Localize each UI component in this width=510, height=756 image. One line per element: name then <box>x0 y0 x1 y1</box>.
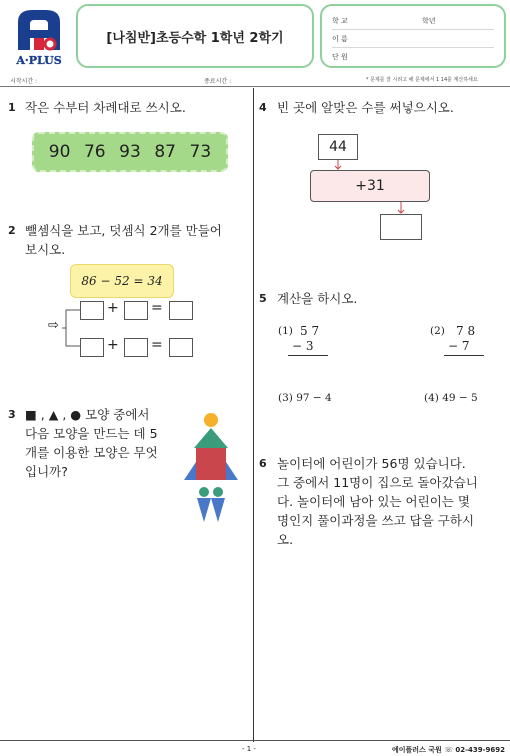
q1-number-strip <box>32 132 228 172</box>
aplus-logo <box>4 4 74 68</box>
q5-number: 5 <box>259 292 267 305</box>
q3-text-line4: 입니까? <box>25 464 68 479</box>
q4-function-machine <box>310 170 430 202</box>
q3-text-line3: 개를 이용한 모양은 무엇 <box>25 445 158 460</box>
q5-p1-line <box>288 355 328 356</box>
q1-number: 1 <box>8 101 16 114</box>
q4-operation: +31 <box>355 178 385 194</box>
student-info-box <box>320 4 506 68</box>
header <box>0 0 510 72</box>
equals-sign: = <box>151 337 163 353</box>
q4-text: 빈 곳에 알맞은 수를 써넣으시오. <box>277 100 454 115</box>
q3-text-line2: 다음 모양을 만드는 데 5 <box>25 426 158 441</box>
unit-row <box>332 48 494 66</box>
q1-number-item: 87 <box>154 142 176 162</box>
unit-label: 단 원 <box>332 53 348 61</box>
school-label: 학 교 <box>332 17 348 25</box>
worksheet-title: [나침반]초등수학 1학년 2학기 <box>106 30 284 46</box>
q3-number: 3 <box>8 408 16 421</box>
q5-p1-top: 5 7 <box>300 324 320 338</box>
equals-sign: = <box>151 300 163 316</box>
column-divider <box>253 88 254 742</box>
q1-text: 작은 수부터 차례대로 쓰시오. <box>25 100 186 115</box>
name-label: 이 름 <box>332 35 348 43</box>
q5-p2-bottom: − 7 <box>448 339 470 353</box>
q4-output-blank[interactable] <box>380 214 422 240</box>
school-row <box>332 12 494 30</box>
answer-blank[interactable] <box>80 338 104 357</box>
q6-text-line2: 그 중에서 11명이 집으로 돌아갔습니 <box>277 475 478 490</box>
q1-number-item: 76 <box>83 142 106 162</box>
q6-text-line3: 다. 놀이터에 남아 있는 어린이는 몇 <box>277 494 470 509</box>
name-row <box>332 30 494 48</box>
shape-figure <box>182 410 240 528</box>
q6-text-line4: 명인지 풀이과정을 쓰고 답을 구하시 <box>277 513 475 528</box>
q5-p2-line <box>444 355 484 356</box>
plus-sign: + <box>107 337 119 353</box>
footer <box>0 740 510 756</box>
svg-text:A·PLUS: A·PLUS <box>16 54 62 67</box>
q5-p4: (4) 49 − 5 <box>424 392 478 404</box>
answer-blank[interactable] <box>124 301 148 320</box>
q2-text-line1: 뺄셈식을 보고, 덧셈식 2개를 만들어 <box>25 223 222 238</box>
q1-number-item: 73 <box>189 142 212 162</box>
q6-text-line5: 오. <box>277 532 294 547</box>
q2-bracket <box>62 308 82 348</box>
q5-p2-top: 7 8 <box>456 324 476 338</box>
q4-input-box <box>318 134 358 160</box>
q6-text-line1: 놀이터에 어린이가 56명 있습니다. <box>277 456 466 471</box>
page-number: - 1 - <box>242 745 256 753</box>
q5-text: 계산을 하시오. <box>277 291 358 306</box>
answer-blank[interactable] <box>80 301 104 320</box>
q5-p3: (3) 97 − 4 <box>278 392 332 404</box>
q2-subtraction-box <box>70 264 174 298</box>
publisher-contact: 에이플러스 국원 ☏ 02-439-9692 <box>392 746 506 754</box>
q2-subtraction-expr: 86 − 52 = 34 <box>81 274 163 288</box>
grade-label: 학년 <box>422 17 436 25</box>
q3-text-line1: ■ , ▲ , ● 모양 중에서 <box>25 407 150 422</box>
q1-number-item: 90 <box>48 142 71 162</box>
plus-sign: + <box>107 300 119 316</box>
time-bar <box>0 73 510 87</box>
arrow-down-icon <box>334 160 342 170</box>
q6-number: 6 <box>259 457 267 470</box>
answer-blank[interactable] <box>124 338 148 357</box>
start-time-label: 시작시간 : <box>10 78 38 85</box>
q5-p1-bottom: − 3 <box>292 339 314 353</box>
answer-blank[interactable] <box>169 338 193 357</box>
q1-number-item: 93 <box>119 142 141 162</box>
instruction-note: * 문제를 잘 시려고 해 문제에서 1 14를 계산하세요 <box>366 77 478 83</box>
q5-p1-label: (1) <box>278 325 293 337</box>
end-time-label: 종료시간 : <box>204 78 232 85</box>
q2-text-line2: 보시오. <box>25 242 66 257</box>
answer-blank[interactable] <box>169 301 193 320</box>
q4-input-value: 44 <box>329 139 347 155</box>
worksheet-title-box <box>76 4 314 68</box>
q5-p2-label: (2) <box>430 325 445 337</box>
arrow-icon: ⇨ <box>48 318 59 333</box>
arrow-down-icon <box>397 202 405 214</box>
q2-number: 2 <box>8 224 16 237</box>
q4-number: 4 <box>259 101 267 114</box>
